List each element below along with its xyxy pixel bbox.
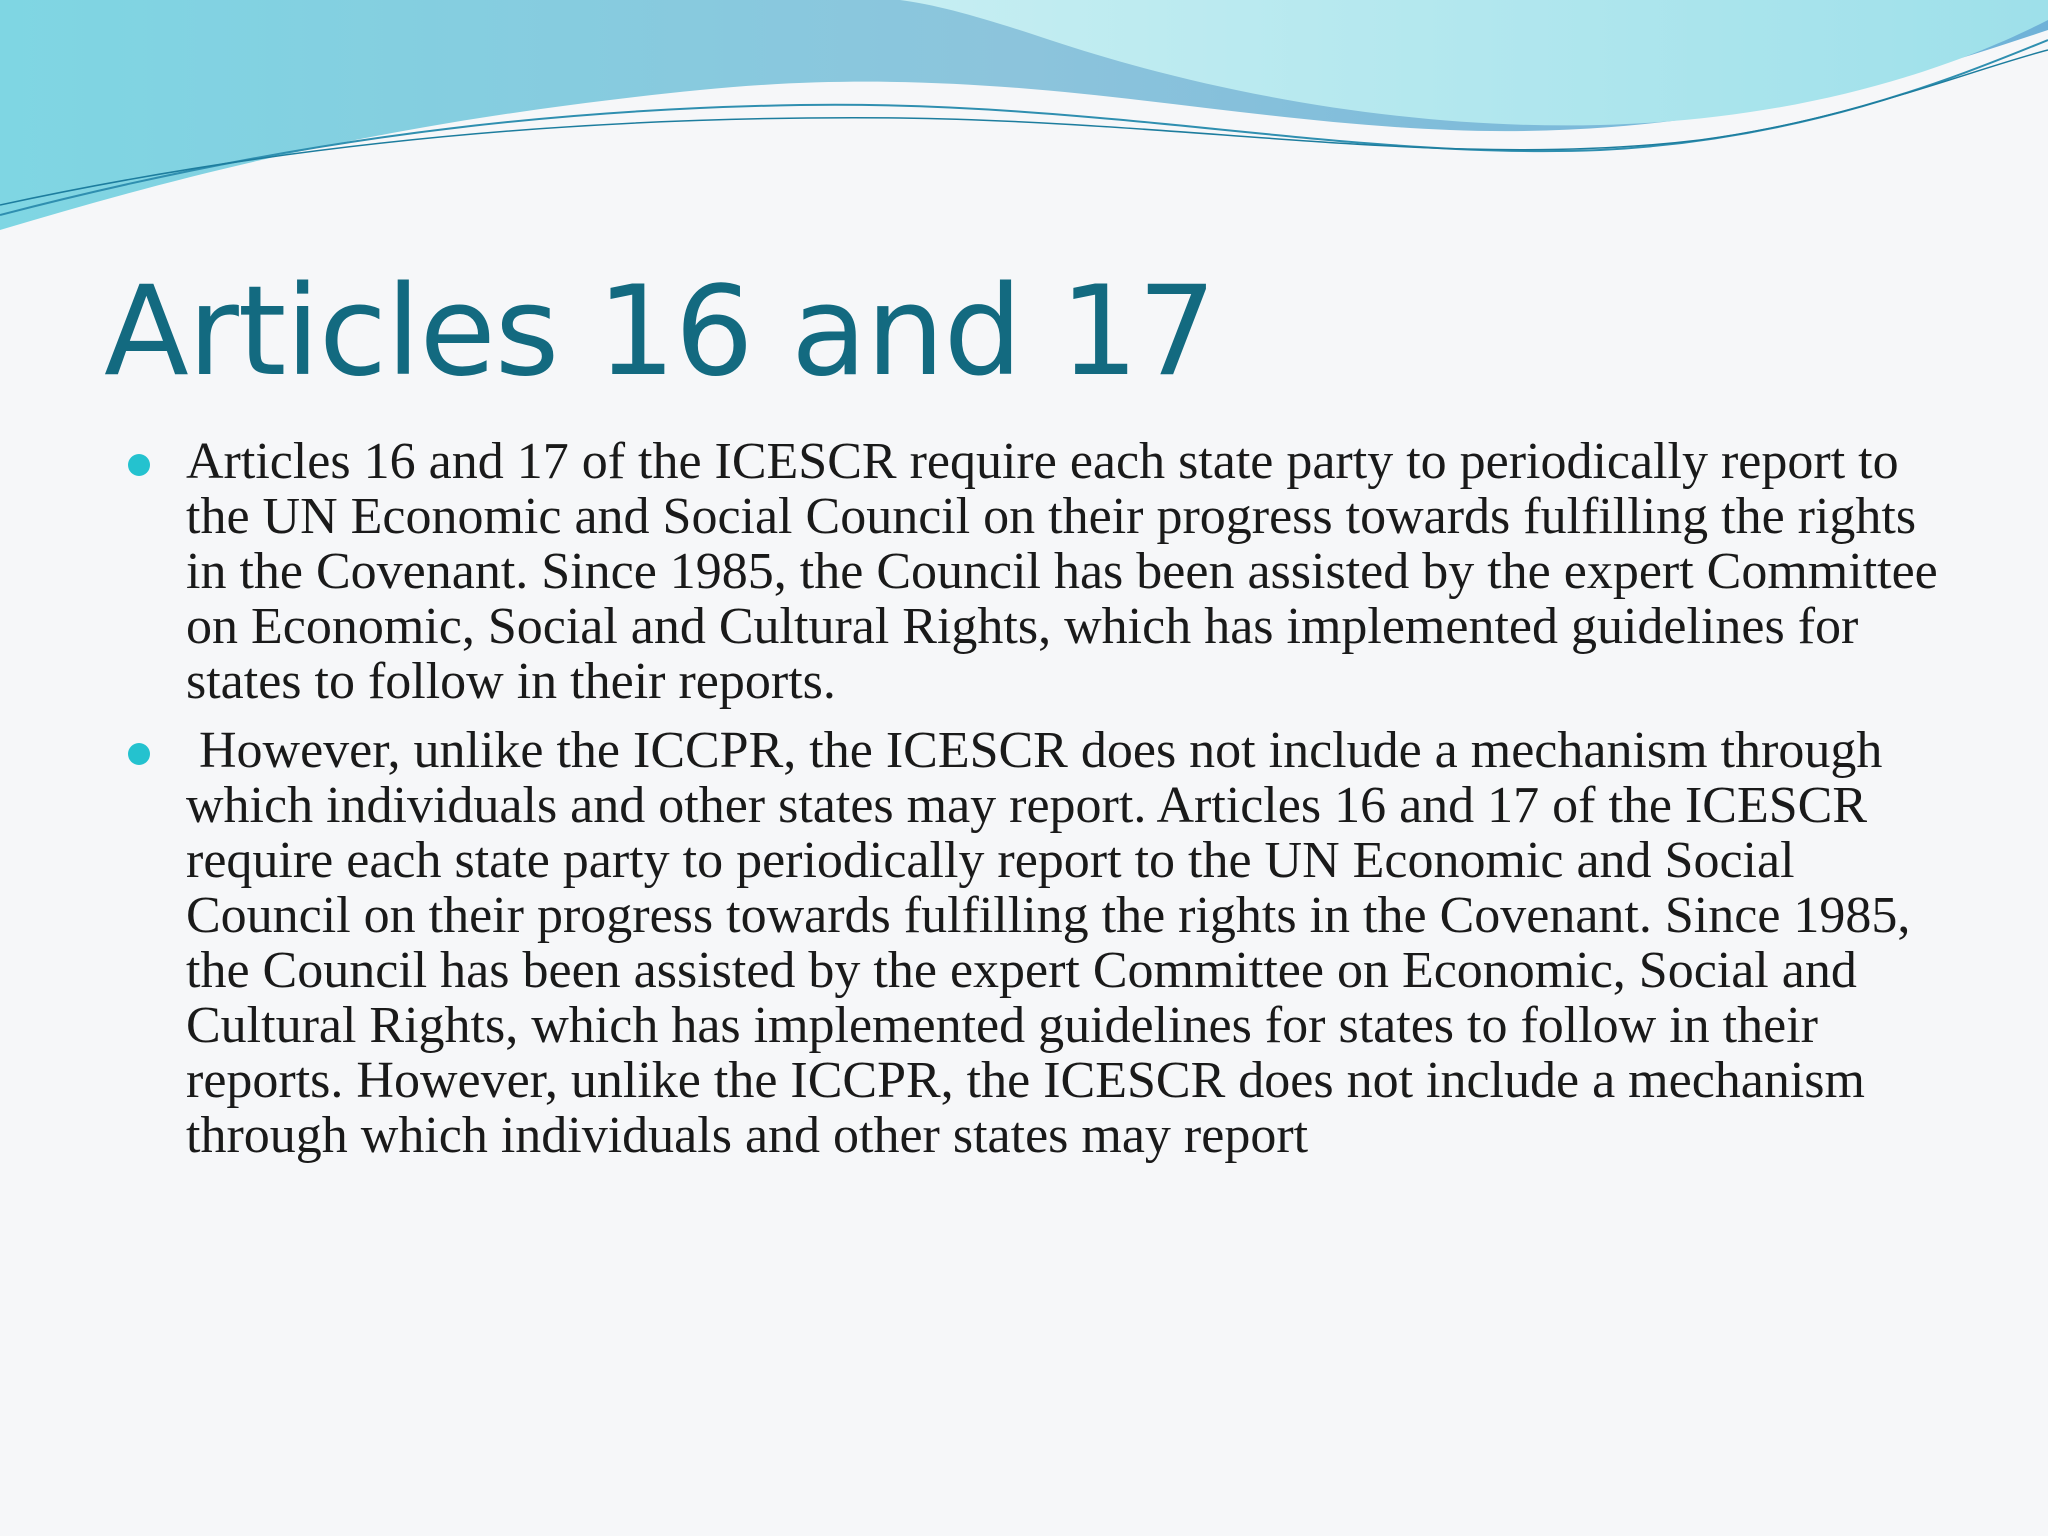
bullet-dot-icon — [128, 743, 150, 765]
bullet-text: Articles 16 and 17 of the ICESCR require each state party to periodically report to the UN Economic and Social Council on their progress towards fulfilling the rights in the Covenant. Since 1985, the Council has been assisted by the expert Committee on Economic, Social and Cultural Rights, which has implemented guidelines for states to follow in their reports. — [186, 433, 1938, 710]
bullet-list — [120, 434, 1940, 1177]
bullet-dot-icon — [128, 454, 150, 476]
bullet-text: However, unlike the ICCPR, the ICESCR does not include a mechanism through which individuals and other states may report. Articles 16 and 17 of the ICESCR require each state party to periodically report to the UN Economic and Social Council on their progress towards fulfilling the rights in the Covenant. Since 1985, the Council has been assisted by the expert Committee on Economic, Social and Cultural Rights, which has implemented guidelines for states to follow in their reports. However, unlike the ICCPR, the ICESCR does not include a mechanism through which individuals and other states may report — [186, 722, 1924, 1164]
header-wave-decoration — [0, 0, 2048, 240]
bullet-item — [120, 723, 1940, 1163]
slide-title: Articles 16 and 17 — [104, 260, 1216, 404]
bullet-item — [120, 434, 1940, 709]
